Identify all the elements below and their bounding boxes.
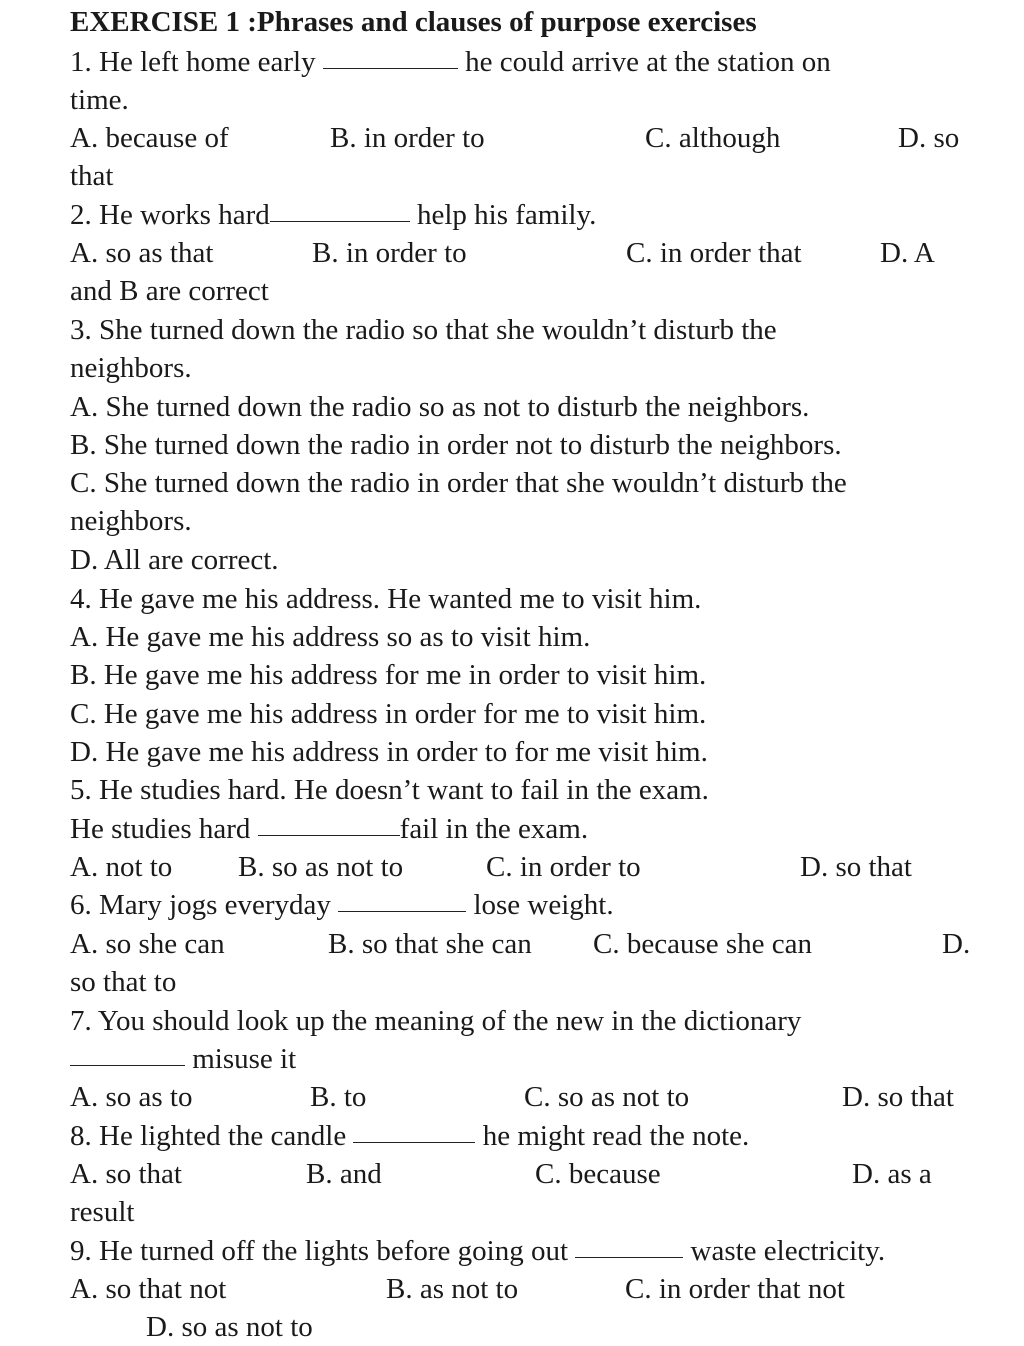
q3-option-c[interactable]: C. She turned down the radio in order that she wouldn’t disturb the xyxy=(70,467,847,499)
q8-option-a[interactable]: A. so that xyxy=(70,1158,182,1190)
q1-text-after: he could arrive at the station on xyxy=(465,46,831,78)
q5-option-d[interactable]: D. so that xyxy=(800,851,912,883)
q6-option-a[interactable]: A. so she can xyxy=(70,928,225,960)
q7-text-after: misuse it xyxy=(192,1043,297,1075)
exercise-title: EXERCISE 1 :Phrases and clauses of purpose exercises xyxy=(70,6,757,38)
q3-option-b[interactable]: B. She turned down the radio in order not to disturb the neighbors. xyxy=(70,429,842,461)
q1-option-wrap: that xyxy=(70,160,114,192)
q7-option-c[interactable]: C. so as not to xyxy=(524,1081,690,1113)
question-1 xyxy=(70,44,831,80)
q5-option-c[interactable]: C. in order to xyxy=(486,851,641,883)
q4-option-d[interactable]: D. He gave me his address in order to for me visit him. xyxy=(70,736,708,768)
q2-option-d[interactable]: D. A xyxy=(880,237,935,269)
question-5: 5. He studies hard. He doesn’t want to fail in the exam. xyxy=(70,774,709,806)
q5-text-before: He studies hard xyxy=(70,813,251,845)
q8-option-c[interactable]: C. because xyxy=(535,1158,661,1190)
q6-text-before: 6. Mary jogs everyday xyxy=(70,889,331,921)
q2-text-after: help his family. xyxy=(416,199,597,231)
q9-option-d[interactable]: D. so as not to xyxy=(146,1311,313,1343)
q3-continuation: neighbors. xyxy=(70,352,192,384)
q4-option-b[interactable]: B. He gave me his address for me in order to visit him. xyxy=(70,659,707,691)
q2-option-a[interactable]: A. so as that xyxy=(70,237,214,269)
q2-blank[interactable] xyxy=(270,197,410,222)
q1-blank[interactable] xyxy=(323,44,458,69)
q3-option-c-wrap: neighbors. xyxy=(70,505,192,537)
q6-blank[interactable] xyxy=(338,887,466,912)
q4-option-c[interactable]: C. He gave me his address in order for me to visit him. xyxy=(70,698,707,730)
q7-option-a[interactable]: A. so as to xyxy=(70,1081,193,1113)
q8-text-after: he might read the note. xyxy=(482,1120,750,1152)
question-7: 7. You should look up the meaning of the new in the dictionary xyxy=(70,1005,802,1037)
q8-option-b[interactable]: B. and xyxy=(306,1158,382,1190)
q7-option-d[interactable]: D. so that xyxy=(842,1081,954,1113)
q6-option-d[interactable]: D. xyxy=(942,928,971,960)
q4-option-a[interactable]: A. He gave me his address so as to visit him. xyxy=(70,621,591,653)
q9-text-before: 9. He turned off the lights before going out xyxy=(70,1235,568,1267)
q1-text-before: 1. He left home early xyxy=(70,46,316,78)
q5-option-b[interactable]: B. so as not to xyxy=(238,851,404,883)
q1-continuation: time. xyxy=(70,84,129,116)
q6-option-b[interactable]: B. so that she can xyxy=(328,928,532,960)
q2-text-before: 2. He works hard xyxy=(70,199,270,231)
question-2 xyxy=(70,197,596,233)
q7-option-b[interactable]: B. to xyxy=(310,1081,367,1113)
question-3: 3. She turned down the radio so that she wouldn’t disturb the xyxy=(70,314,777,346)
q1-option-d[interactable]: D. so xyxy=(898,122,960,154)
q1-option-b[interactable]: B. in order to xyxy=(330,122,485,154)
q3-option-a[interactable]: A. She turned down the radio so as not to disturb the neighbors. xyxy=(70,391,810,423)
q9-option-c[interactable]: C. in order that not xyxy=(625,1273,845,1305)
q8-blank[interactable] xyxy=(353,1118,475,1143)
q7-blank[interactable] xyxy=(70,1041,185,1066)
q2-option-wrap: and B are correct xyxy=(70,275,269,307)
q9-option-b[interactable]: B. as not to xyxy=(386,1273,519,1305)
q9-blank[interactable] xyxy=(575,1233,683,1258)
q8-option-d[interactable]: D. as a xyxy=(852,1158,932,1190)
q3-option-d[interactable]: D. All are correct. xyxy=(70,544,279,576)
q8-option-wrap: result xyxy=(70,1196,135,1228)
q2-option-b[interactable]: B. in order to xyxy=(312,237,467,269)
q6-option-c[interactable]: C. because she can xyxy=(593,928,813,960)
q5-blank[interactable] xyxy=(258,811,400,836)
q5-option-a[interactable]: A. not to xyxy=(70,851,173,883)
q6-option-wrap: so that to xyxy=(70,966,177,998)
q1-option-a[interactable]: A. because of xyxy=(70,122,229,154)
q1-option-c[interactable]: C. although xyxy=(645,122,781,154)
q6-text-after: lose weight. xyxy=(473,889,614,921)
question-6 xyxy=(70,887,614,923)
q5-text-after: fail in the exam. xyxy=(399,813,589,845)
q7-continuation xyxy=(70,1041,296,1077)
question-8 xyxy=(70,1118,749,1154)
q8-text-before: 8. He lighted the candle xyxy=(70,1120,347,1152)
question-9 xyxy=(70,1233,885,1269)
q5-sentence xyxy=(70,811,588,847)
q9-option-a[interactable]: A. so that not xyxy=(70,1273,227,1305)
q2-option-c[interactable]: C. in order that xyxy=(626,237,802,269)
question-4: 4. He gave me his address. He wanted me to visit him. xyxy=(70,583,702,615)
q9-text-after: waste electricity. xyxy=(690,1235,886,1267)
